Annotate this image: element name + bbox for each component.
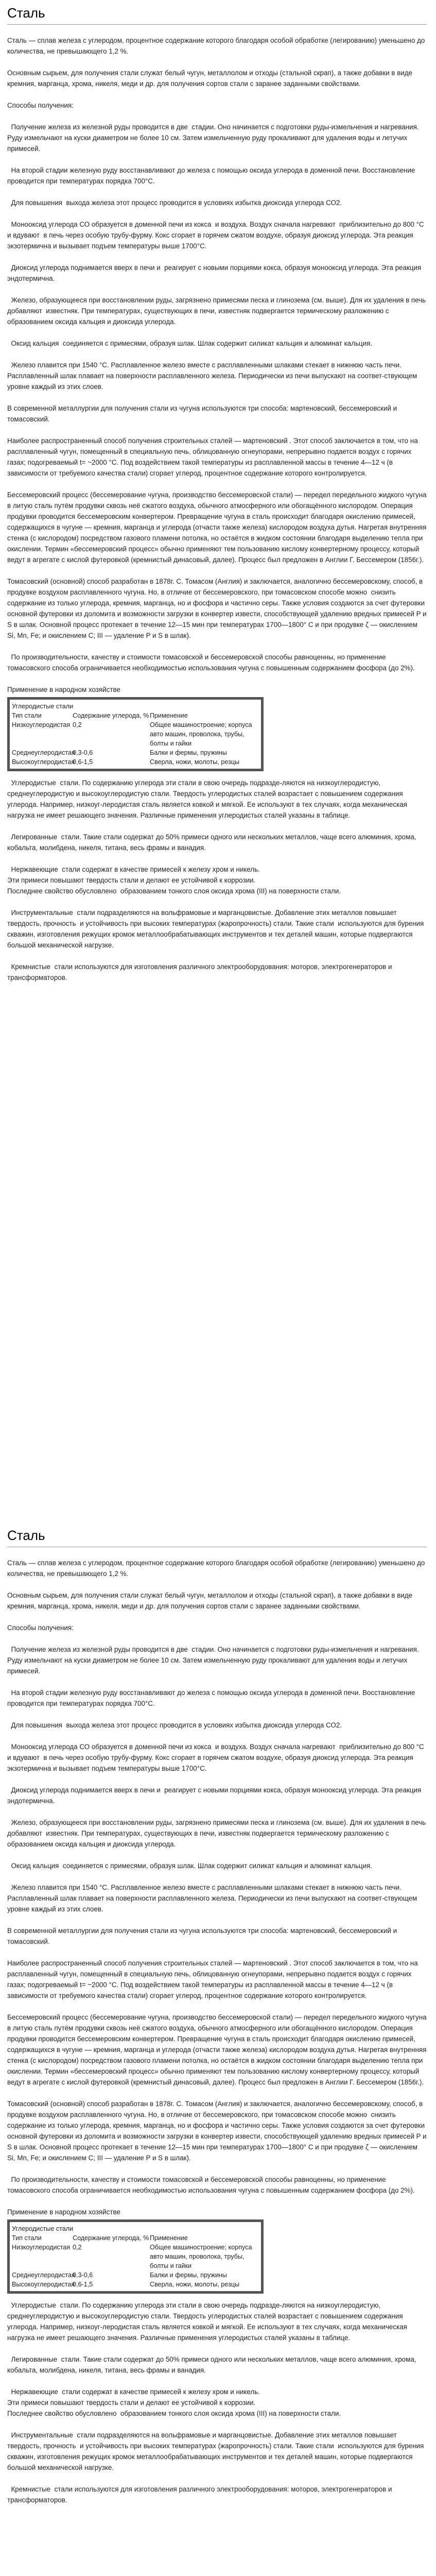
table-cell: Среднеуглеродистая [12, 2272, 75, 2279]
paragraph: Томасовский (основной) способ разработан в 1878г. С. Томасом (Англия) и заключается, аналогично бессемеровскому, способ, в продувке воздухом расплавленного чугуна. Но, в отличие от бессемеровского, при томасовском способе можно снизить содержание из только углерода, кремния, марганца, но и фосфора и частично серы. Также условия создаются за счет футеровки основной футеровки из доломита и возможности загрузки в конвертер извести, способствующей удалению вредных примесей P и S в шлак. Основной процесс протекает в течение 12—15 мин при температурах 1700—1800° С и при продувке ζ — окислением Si, Mn, Fe; и окислением C; III — удаление P и S в шлак). [7, 578, 429, 639]
page-title: Сталь [7, 1528, 427, 1547]
paragraph: Способы получения: [7, 1624, 74, 1632]
paragraph: Наиболее распространенный способ получения строительных сталей — мартеновский . Этот способ заключается в том, что на расплавленный чугун, помещенный в специальную печь, облицованную огнеупорами, непрерывно подается воздух с горячих газах; подогреваемый t= ~2000 °С. Под воздействием такой температуры из расплавленной массы в течение 4—12 ч (в зависимости от требуемого качества стали) сгорает углерод, процентное содержание которого контролируется. [7, 437, 420, 477]
paragraph: Нержавеющие стали содержат в качестве примесей к железу хром и никель. Эти примеси повышают твердость стали и делают ее устойчивой к коррозии. Последнее свойство обусловлено образованием тонкого слоя оксида хрома (III) на поверхности стали. [7, 2388, 341, 2417]
table-caption: Углеродистые стали [12, 703, 74, 710]
table-header-cell: Тип стали [12, 712, 42, 719]
paragraph: Наиболее распространенный способ получения строительных сталей — мартеновский . Этот способ заключается в том, что на расплавленный чугун, помещенный в специальную печь, облицованную огнеупорами, непрерывно подается воздух с горячих газах; подогреваемый t= ~2000 °С. Под воздействием такой температуры из расплавленной массы в течение 4—12 ч (в зависимости от требуемого качества стали) сгорает углерод, процентное содержание которого контролируется. [7, 1959, 420, 1999]
table-cell: Общее машиностроение; корпуса авто машин, проволока, трубы, болты и гайки [150, 721, 252, 747]
article-section-2 [7, 1522, 427, 2505]
page-title: Сталь [7, 5, 427, 25]
table-cell: Высокоуглеродистая [12, 2281, 75, 2288]
table-cell: 0,2 [73, 2244, 82, 2251]
paragraph: На второй стадии железную руду восстанавливают до железа с помощью оксида углерода в доменной печи. Восстановление проводится при температурах порядка 700°С. [7, 166, 417, 185]
paragraph: Железо, образующееся при восстановлении руды, загрязнено примесями песка и глинозема (см. выше). Для их удаления в печь добавляют известняк. При температурах, существующих в печи, известняк подвергается термическому разложению с образованием оксида кальция и диоксида углерода. [7, 1819, 428, 1848]
steel-table [7, 2219, 264, 2294]
table-cell: Балки и фермы, пружины [150, 749, 227, 756]
paragraph: В современной металлургии для получения стали из чугуна используются три способа: мартеновский, бессемеровский и томасовский. [7, 1927, 399, 1945]
table-header-row [12, 711, 259, 720]
table-row [12, 2280, 259, 2289]
table-cell: 0,6-1,5 [73, 758, 93, 766]
paragraph: Железо плавится при 1540 °С. Расплавленное железо вместе с расплавленными шлаками стекает в нижнюю часть печи. Расплавленный шлак плавает на поверхности расплавленного железа. Периодически из печи выпускают на соответ-ствующем уровне каждый из этих слоев. [7, 361, 419, 391]
paragraph: На второй стадии железную руду восстанавливают до железа с помощью оксида углерода в доменной печи. Восстановление проводится при температурах порядка 700°С. [7, 1689, 417, 1707]
table-cell: 0,3-0,6 [73, 749, 93, 756]
paragraph: Применение в народном хозяйстве [7, 686, 120, 693]
article-section-1 [7, 0, 427, 983]
table-cell: Сверла, ножи, молоты, резцы [150, 2281, 240, 2288]
paragraph: Нержавеющие стали содержат в качестве примесей к железу хром и никель. Эти примеси повышают твердость стали и делают ее устойчивой к коррозии. Последнее свойство обусловлено образованием тонкого слоя оксида хрома (III) на поверхности стали. [7, 866, 341, 895]
paragraph: Легированные стали. Такие стали содержат до 50% примеси одного или нескольких металлов, чаще всего алюминия, хрома, кобальта, молибдена, никеля, титана, весь фрамы и ванадия. [7, 833, 418, 852]
table-header-cell: Содержание углерода, % [73, 2234, 149, 2242]
paragraph: Железо плавится при 1540 °С. Расплавленное железо вместе с расплавленными шлаками стекает в нижнюю часть печи. Расплавленный шлак плавает на поверхности расплавленного железа. Периодически из печи выпускают на соответ-ствующем уровне каждый из этих слоев. [7, 1884, 419, 1913]
paragraph: Монооксид углерода СО образуется в доменной печи из кокса и воздуха. Воздух сначала нагревают приблизительно до 800 °С и вдувают в печь через особую трубу-фурму. Кокс сгорает в горячем сжатом воздухе, образуя диоксид углерода. Эта реакция экзотермична и вызывает подъем температуры выше 1700°С. [7, 221, 426, 250]
paragraph: Способы получения: [7, 101, 74, 109]
table-header-cell: Тип стали [12, 2234, 42, 2242]
paragraph: Легированные стали. Такие стали содержат до 50% примеси одного или нескольких металлов, чаще всего алюминия, хрома, кобальта, молибдена, никеля, титана, весь фрамы и ванадия. [7, 2355, 418, 2374]
table-row [12, 720, 259, 748]
paragraph: Железо, образующееся при восстановлении руды, загрязнено примесями песка и глинозема (см. выше). Для их удаления в печь добавляют известняк. При температурах, существующих в печи, известняк подвергается термическому разложению с образованием оксида кальция и диоксида углерода. [7, 296, 428, 326]
paragraph: Монооксид углерода СО образуется в доменной печи из кокса и воздуха. Воздух сначала нагревают приблизительно до 800 °С и вдувают в печь через особую трубу-фурму. Кокс сгорает в горячем сжатом воздухе, образуя диоксид углерода. Эта реакция экзотермична и вызывает подъем температуры выше 1700°С. [7, 1743, 426, 1772]
table-header-cell: Содержание углерода, % [73, 712, 149, 719]
table-cell: Балки и фермы, пружины [150, 2272, 227, 2279]
paragraph: Диоксид углерода поднимается вверх в печи и реагирует с новыми порциями кокса, образуя монооксид углерода. Эта реакция эндотермична. [7, 1786, 423, 1805]
paragraph: Оксид кальция соединяется с примесями, образуя шлак. Шлак содержит силикат кальция и алюминат кальция. [7, 1862, 373, 1870]
table-header-cell: Применение [150, 2234, 188, 2242]
paragraph: Кремнистые стали используются для изготовления различного электрооборудования: моторов, электрогенераторов и трансформаторов. [7, 963, 394, 981]
paragraph: Для повышения выхода железа этот процесс проводится в условиях избытка диоксида углерода СО2. [7, 1721, 342, 1729]
table-cell: Высокоуглеродистая [12, 758, 75, 766]
paragraph: Основным сырьем, для получения стали служат белый чугун, металлолом и отходы (стальной скрап), а также добавки в виде кремния, марганца, хрома, никеля, меди и др. для получения сортов стали с заранее заданными свойствами. [7, 1591, 414, 1610]
paragraph: Сталь — сплав железа с углеродом, процентное содержание которого благодаря особой обработке (легированию) уменьшено до количества, не превышающего 1,2 %. [7, 37, 427, 55]
table-cell: 0,6-1,5 [73, 2281, 93, 2288]
table-cell: Низкоуглеродистая [12, 721, 71, 728]
table-row [12, 757, 259, 767]
paragraph: В современной металлургии для получения стали из чугуна используются три способа: мартеновский, бессемеровский и томасовский. [7, 404, 399, 423]
paragraph: Основным сырьем, для получения стали служат белый чугун, металлолом и отходы (стальной скрап), а также добавки в виде кремния, марганца, хрома, никеля, меди и др. для получения сортов стали с заранее заданными свойствами. [7, 69, 414, 88]
table-cell: Общее машиностроение; корпуса авто машин, проволока, трубы, болты и гайки [150, 2244, 252, 2269]
paragraph: По производительности, качеству и стоимости томасовской и бессемеровской способы равноценны, но применение томасовского способа ограничивается необходимостью использования чугуна с повышенным содержанием фосфора (до 2%). [7, 653, 415, 672]
paragraph: Углеродистые стали. По содержанию углерода эти стали в свою очередь подразде-ляются на низкоуглеродистую, среднеуглеродистую и высокоуглеродистую стали. Твердость углеродистых сталей возрастает с повышением содержания углерода. Например, низкоуг-леродистая сталь является ковкой и мягкой. Ее используют в тех случаях, когда механическая нагрузка не имеет решающего значения. Различные применения углеродистых сталей указаны в таблице. [7, 2301, 409, 2342]
paragraph: Применение в народном хозяйстве [7, 2208, 120, 2216]
paragraph: Получение железа из железной руды проводится в две стадии. Оно начинается с подготовки руды-измельчения и нагревания. Руду измельчают на куски диаметром не более 10 см. Затем измельченную руду прокаливают для удаления воды и летучих примесей. [7, 123, 421, 152]
table-cell: Низкоуглеродистая [12, 2244, 71, 2251]
paragraph: Кремнистые стали используются для изготовления различного электрооборудования: моторов, электрогенераторов и трансформаторов. [7, 2485, 394, 2504]
paragraph: По производительности, качеству и стоимости томасовской и бессемеровской способы равноценны, но применение томасовского способа ограничивается необходимостью использования чугуна с повышенным содержанием фосфора (до 2%). [7, 2176, 415, 2194]
table-header-row [12, 2233, 259, 2243]
paragraph: Бессемеровский процесс (бессемерование чугуна, производство бессемеровской стали) — передел передельного жидкого чугуна в литую сталь путём продувки сквозь неё сжатого воздуха, обычного атмосферного или обогащённого кислородом. Операция продувки проводится бессемеровским конвертером. Превращение чугуна в сталь происходит благодаря окислению примесей, содержащихся в чугуне — кремния, марганца и углерода (отчасти также железа) кислородом воздуха дутья. Нагретая внутренняя стенка (с кислородом) посредством газового пламени потолка, но остаётся в жидком состоянии благодаря выделению тепла при окислении. Термин «бессемеровский процесс» обычно применяют тем пользованию кислому конвертерному процессу, который ведут в агрегате с кислой футеровкой (кремнистый динасовый, далее). Процесс был предложен в Англии Г. Бессемером (1856г.). [7, 491, 429, 564]
table-row [12, 2243, 259, 2270]
table-caption: Углеродистые стали [12, 2225, 74, 2232]
paragraph: Бессемеровский процесс (бессемерование чугуна, производство бессемеровской стали) — передел передельного жидкого чугуна в литую сталь путём продувки сквозь неё сжатого воздуха, обычного атмосферного или обогащённого кислородом. Операция продувки проводится бессемеровским конвертером. Превращение чугуна в сталь происходит благодаря окислению примесей, содержащихся в чугуне — кремния, марганца и углерода (отчасти также железа) кислородом воздуха дутья. Нагретая внутренняя стенка (с кислородом) посредством газового пламени потолка, но остаётся в жидком состоянии благодаря выделению тепла при окислении. Термин «бессемеровский процесс» обычно применяют тем пользованию кислому конвертерному процессу, который ведут в агрегате с кислой футеровкой (кремнистый динасовый, далее). Процесс был предложен в Англии Г. Бессемером (1856г.). [7, 2013, 429, 2086]
table-row [12, 748, 259, 757]
steel-table [7, 697, 264, 771]
paragraph: Томасовский (основной) способ разработан в 1878г. С. Томасом (Англия) и заключается, аналогично бессемеровскому, способ, в продувке воздухом расплавленного чугуна. Но, в отличие от бессемеровского, при томасовском способе можно снизить содержание из только углерода, кремния, марганца, но и фосфора и частично серы. Также условия создаются за счет футеровки основной футеровки из доломита и возможности загрузки в конвертер извести, способствующей удалению вредных примесей P и S в шлак. Основной процесс протекает в течение 12—15 мин при температурах 1700—1800° С и при продувке ζ — окислением Si, Mn, Fe; и окислением C; III — удаление P и S в шлак). [7, 2100, 429, 2162]
table-header-cell: Применение [150, 712, 188, 719]
paragraph: Углеродистые стали. По содержанию углерода эти стали в свою очередь подразде-ляются на низкоуглеродистую, среднеуглеродистую и высокоуглеродистую стали. Твердость углеродистых сталей возрастает с повышением содержания углерода. Например, низкоуг-леродистая сталь является ковкой и мягкой. Ее используют в тех случаях, когда механическая нагрузка не имеет решающего значения. Различные применения углеродистых сталей указаны в таблице. [7, 779, 409, 819]
table-cell: 0,3-0,6 [73, 2272, 93, 2279]
table-cell: 0,2 [73, 721, 82, 728]
paragraph: Диоксид углерода поднимается вверх в печи и реагирует с новыми порциями кокса, образуя монооксид углерода. Эта реакция эндотермична. [7, 264, 423, 282]
paragraph: Инструментальные стали подразделяются на вольфрамовые и марганцовистые. Добавление этих металлов повышает твердость, прочность и устойчивость при высоких температурах (жаропрочность) стали. Такие стали используются для бурения скважин, изготовления режущих кромок металлообрабатывающих инструментов и тех деталей машин, которые подвергаются большой механической нагрузке. [7, 2431, 426, 2471]
table-row [12, 2270, 259, 2280]
table-cell: Среднеуглеродистая [12, 749, 75, 756]
paragraph: Инструментальные стали подразделяются на вольфрамовые и марганцовистые. Добавление этих металлов повышает твердость, прочность и устойчивость при высоких температурах (жаропрочность) стали. Такие стали используются для бурения скважин, изготовления режущих кромок металлообрабатывающих инструментов и тех деталей машин, которые подвергаются большой механической нагрузке. [7, 909, 426, 949]
paragraph: Сталь — сплав железа с углеродом, процентное содержание которого благодаря особой обработке (легированию) уменьшено до количества, не превышающего 1,2 %. [7, 1559, 427, 1578]
paragraph: Получение железа из железной руды проводится в две стадии. Оно начинается с подготовки руды-измельчения и нагревания. Руду измельчают на куски диаметром не более 10 см. Затем измельченную руду прокаливают для удаления воды и летучих примесей. [7, 1646, 421, 1675]
paragraph: Для повышения выхода железа этот процесс проводится в условиях избытка диоксида углерода СО2. [7, 199, 342, 207]
table-cell: Сверла, ножи, молоты, резцы [150, 758, 240, 766]
paragraph: Оксид кальция соединяется с примесями, образуя шлак. Шлак содержит силикат кальция и алюминат кальция. [7, 340, 373, 347]
